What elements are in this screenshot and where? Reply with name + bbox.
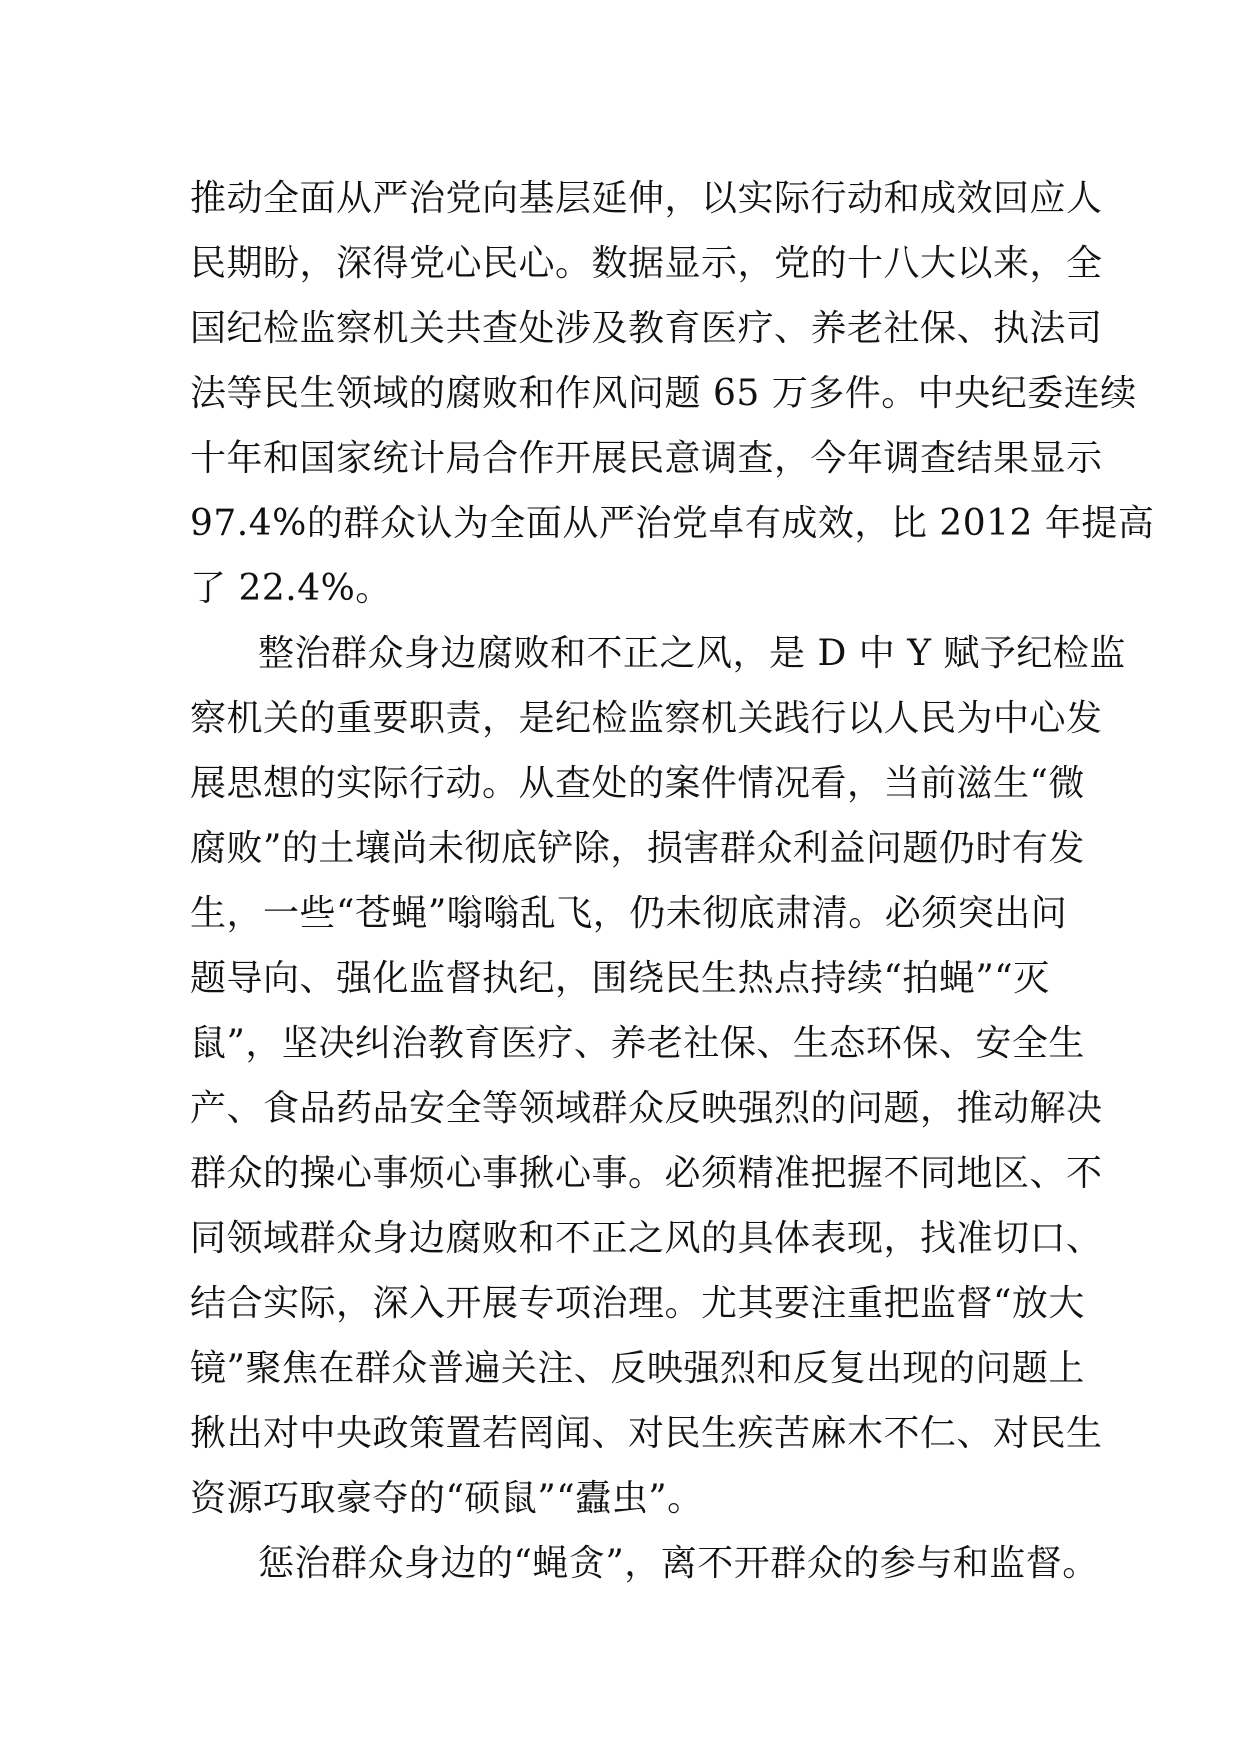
paragraph-start-line: 整治群众身边腐败和不正之风，是 D 中 Y 赋予纪检监 bbox=[258, 633, 1126, 674]
text-line: 了 22.4%。 bbox=[190, 568, 392, 609]
text-line: 揪出对中央政策置若罔闻、对民生疾苦麻木不仁、对民生 bbox=[190, 1413, 1103, 1454]
text-line: 结合实际，深入开展专项治理。尤其要注重把监督“放大 bbox=[190, 1283, 1085, 1324]
text-line: 民期盼，深得党心民心。数据显示，党的十八大以来，全 bbox=[190, 243, 1103, 284]
text-line: 推动全面从严治党向基层延伸，以实际行动和成效回应人 bbox=[190, 178, 1103, 219]
text-line: 十年和国家统计局合作开展民意调查，今年调查结果显示 bbox=[190, 438, 1103, 479]
text-line: 展思想的实际行动。从查处的案件情况看，当前滋生“微 bbox=[190, 763, 1085, 804]
text-line: 同领域群众身边腐败和不正之风的具体表现，找准切口、 bbox=[190, 1218, 1103, 1259]
body-text bbox=[190, 166, 1155, 1596]
text-line: 产、食品药品安全等领域群众反映强烈的问题，推动解决 bbox=[190, 1088, 1103, 1129]
text-line: 镜”聚焦在群众普遍关注、反映强烈和反复出现的问题上 bbox=[190, 1348, 1085, 1389]
text-line: 群众的操心事烦心事揪心事。必须精准把握不同地区、不 bbox=[190, 1153, 1103, 1194]
text-line: 法等民生领域的腐败和作风问题 65 万多件。中央纪委连续 bbox=[190, 373, 1137, 414]
paragraph-start-line: 惩治群众身边的“蝇贪”，离不开群众的参与和监督。 bbox=[258, 1543, 1099, 1584]
text-line: 97.4%的群众认为全面从严治党卓有成效，比 2012 年提高 bbox=[190, 503, 1155, 544]
text-line: 资源巧取豪夺的“硕鼠”“蠹虫”。 bbox=[190, 1478, 704, 1519]
text-line: 腐败”的土壤尚未彻底铲除，损害群众利益问题仍时有发 bbox=[190, 828, 1085, 869]
text-line: 察机关的重要职责，是纪检监察机关践行以人民为中心发 bbox=[190, 698, 1103, 739]
text-line: 国纪检监察机关共查处涉及教育医疗、养老社保、执法司 bbox=[190, 308, 1103, 349]
text-line: 鼠”，坚决纠治教育医疗、养老社保、生态环保、安全生 bbox=[190, 1023, 1085, 1064]
text-line: 题导向、强化监督执纪，围绕民生热点持续“拍蝇”“灭 bbox=[190, 958, 1050, 999]
text-line: 生，一些“苍蝇”嗡嗡乱飞，仍未彻底肃清。必须突出问 bbox=[190, 893, 1068, 934]
